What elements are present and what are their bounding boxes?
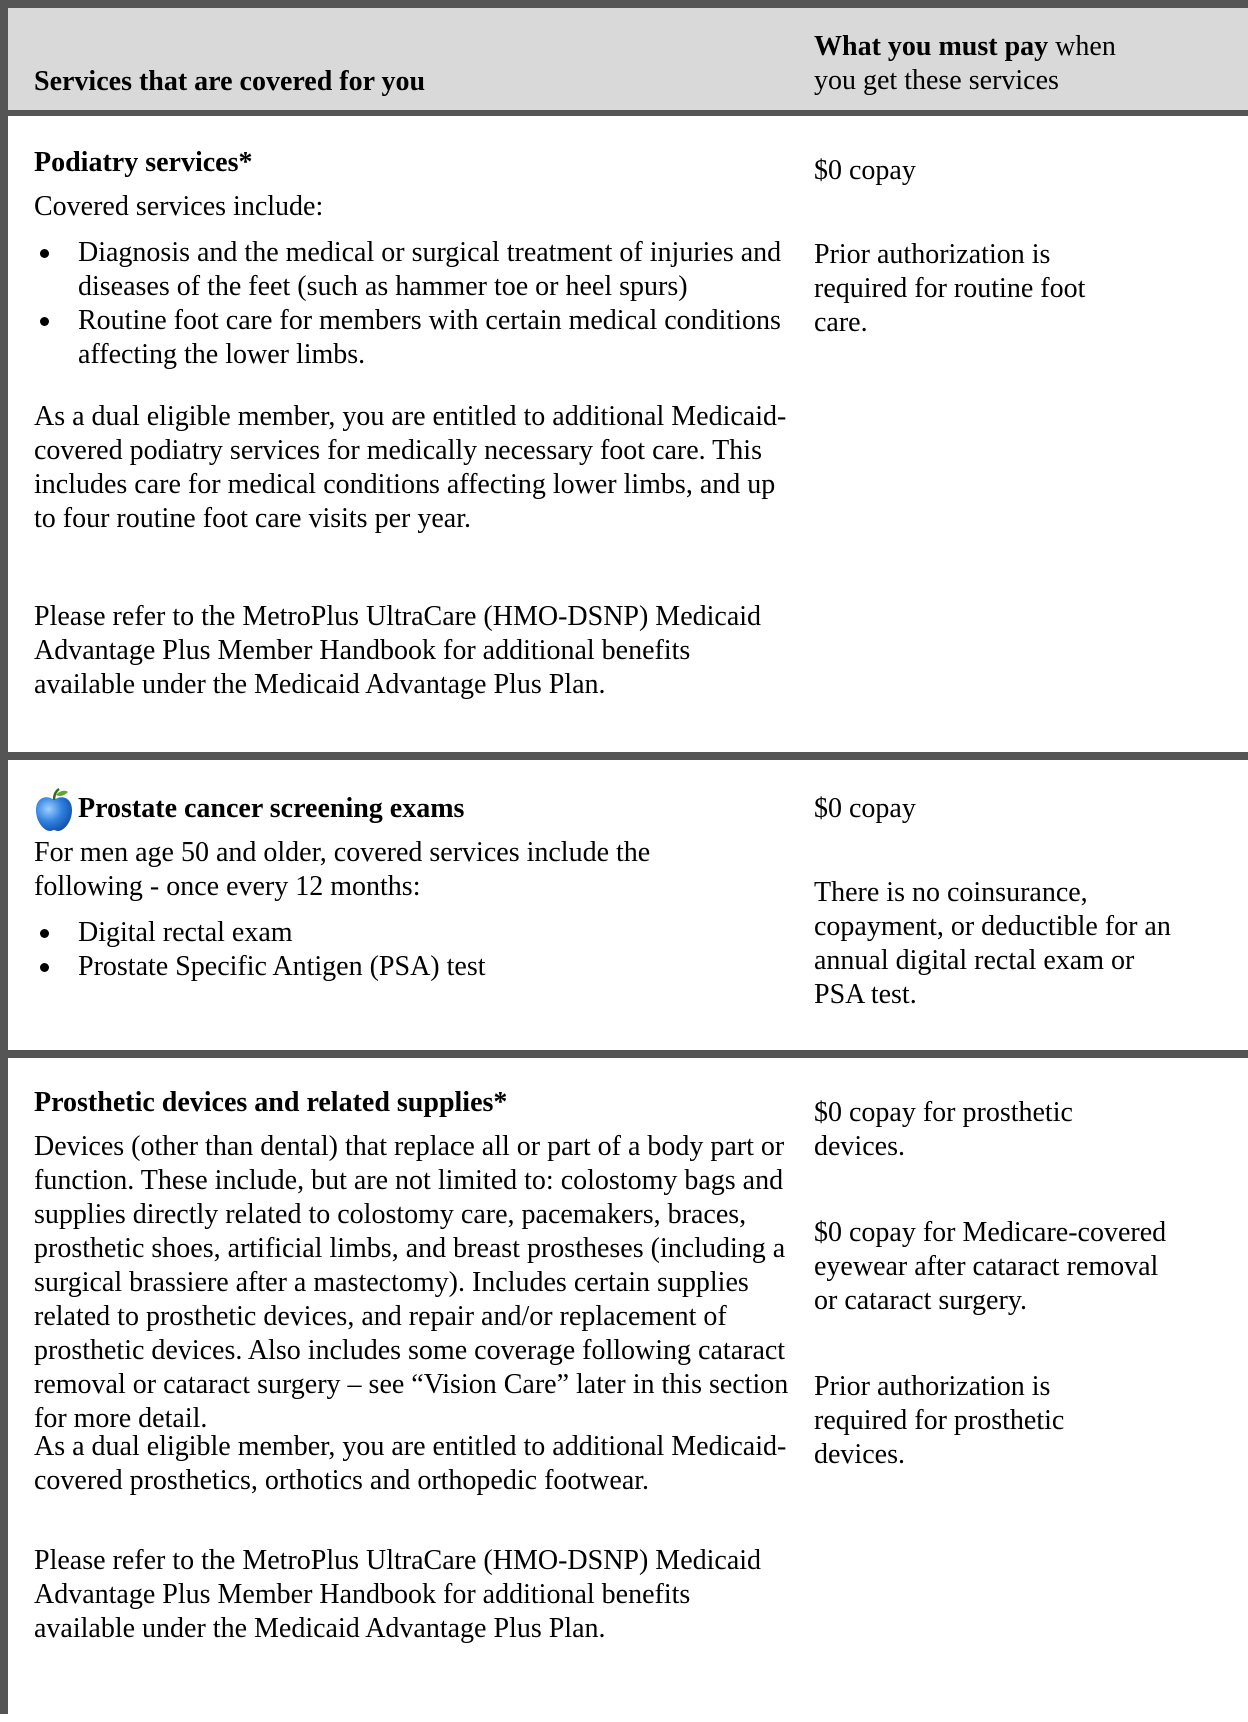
apple-icon (34, 788, 74, 832)
prostate-intro: For men age 50 and older, covered services include the following - once every 12 months: (34, 837, 651, 902)
podiatry-para-1: As a dual eligible member, you are entitled to additional Medicaid-covered podiatry services for medically necessary foot care. This includes care for medical conditions affecting lower limbs, and up to four routine foot care visits per year. (34, 401, 787, 534)
prostate-pay-2: There is no coinsurance, copayment, or deductible for an annual digital rectal exam or PSA test. (814, 877, 1171, 1010)
header-pay-bold: What you must pay (814, 31, 1049, 62)
prostate-title: Prostate cancer screening exams (78, 793, 465, 824)
list-item: Digital rectal exam (34, 916, 814, 950)
prosthetic-pay-3: Prior authorization is required for prosthetic devices. (814, 1371, 1065, 1470)
podiatry-pay-1: $0 copay (814, 155, 916, 186)
prosthetic-para-3: Please refer to the MetroPlus UltraCare (HMO-DSNP) Medicaid Advantage Plus Member Handbook for additional benefits available under the Medicaid Advantage Plus Plan. (34, 1545, 762, 1644)
prosthetic-para-2: As a dual eligible member, you are entitled to additional Medicaid-covered prosthetics, orthotics and orthopedic footwear. (34, 1431, 787, 1496)
prosthetic-title: Prosthetic devices and related supplies* (34, 1087, 508, 1118)
podiatry-para-2: Please refer to the MetroPlus UltraCare (HMO-DSNP) Medicaid Advantage Plus Member Handbook for additional benefits available under the Medicaid Advantage Plus Plan. (34, 601, 762, 700)
prosthetic-pay-2: $0 copay for Medicare-covered eyewear after cataract removal or cataract surgery. (814, 1217, 1167, 1316)
podiatry-bullet-list (34, 236, 814, 372)
list-item: Routine foot care for members with certain medical conditions affecting the lower limbs. (34, 304, 814, 372)
podiatry-pay-2: Prior authorization is required for routine foot care. (814, 239, 1086, 338)
table-header (8, 8, 1248, 116)
header-services: Services that are covered for you (34, 66, 426, 97)
table-row-prostate (8, 768, 1248, 1058)
header-pay (814, 30, 1248, 98)
table-row-prosthetic (8, 1066, 1248, 1722)
prostate-bullet-list (34, 916, 814, 984)
prosthetic-para-1: Devices (other than dental) that replace all or part of a body part or function. These include, but are not limited to: colostomy bags and supplies directly related to colostomy care, pacemakers, braces, prosthetic shoes, artificial limbs, and breast prostheses (including a surgical brassiere after a mastectomy). Includes certain supplies related to prosthetic devices, and repair and/or replacement of prosthetic devices. Also includes some coverage following cataract removal or cataract surgery – see “Vision Care” later in this section for more detail. (34, 1131, 789, 1434)
podiatry-intro: Covered services include: (34, 191, 324, 222)
prostate-pay-1: $0 copay (814, 793, 916, 824)
table-row-podiatry (8, 122, 1248, 760)
list-item: Prostate Specific Antigen (PSA) test (34, 950, 814, 984)
prosthetic-pay-1: $0 copay for prosthetic devices. (814, 1097, 1073, 1162)
header-pay-rest-2: you get these services (814, 65, 1059, 96)
podiatry-title: Podiatry services* (34, 147, 253, 178)
list-item: Diagnosis and the medical or surgical treatment of injuries and diseases of the feet (such as hammer toe or heel spurs) (34, 236, 814, 304)
header-pay-rest-1: when (1048, 31, 1116, 62)
